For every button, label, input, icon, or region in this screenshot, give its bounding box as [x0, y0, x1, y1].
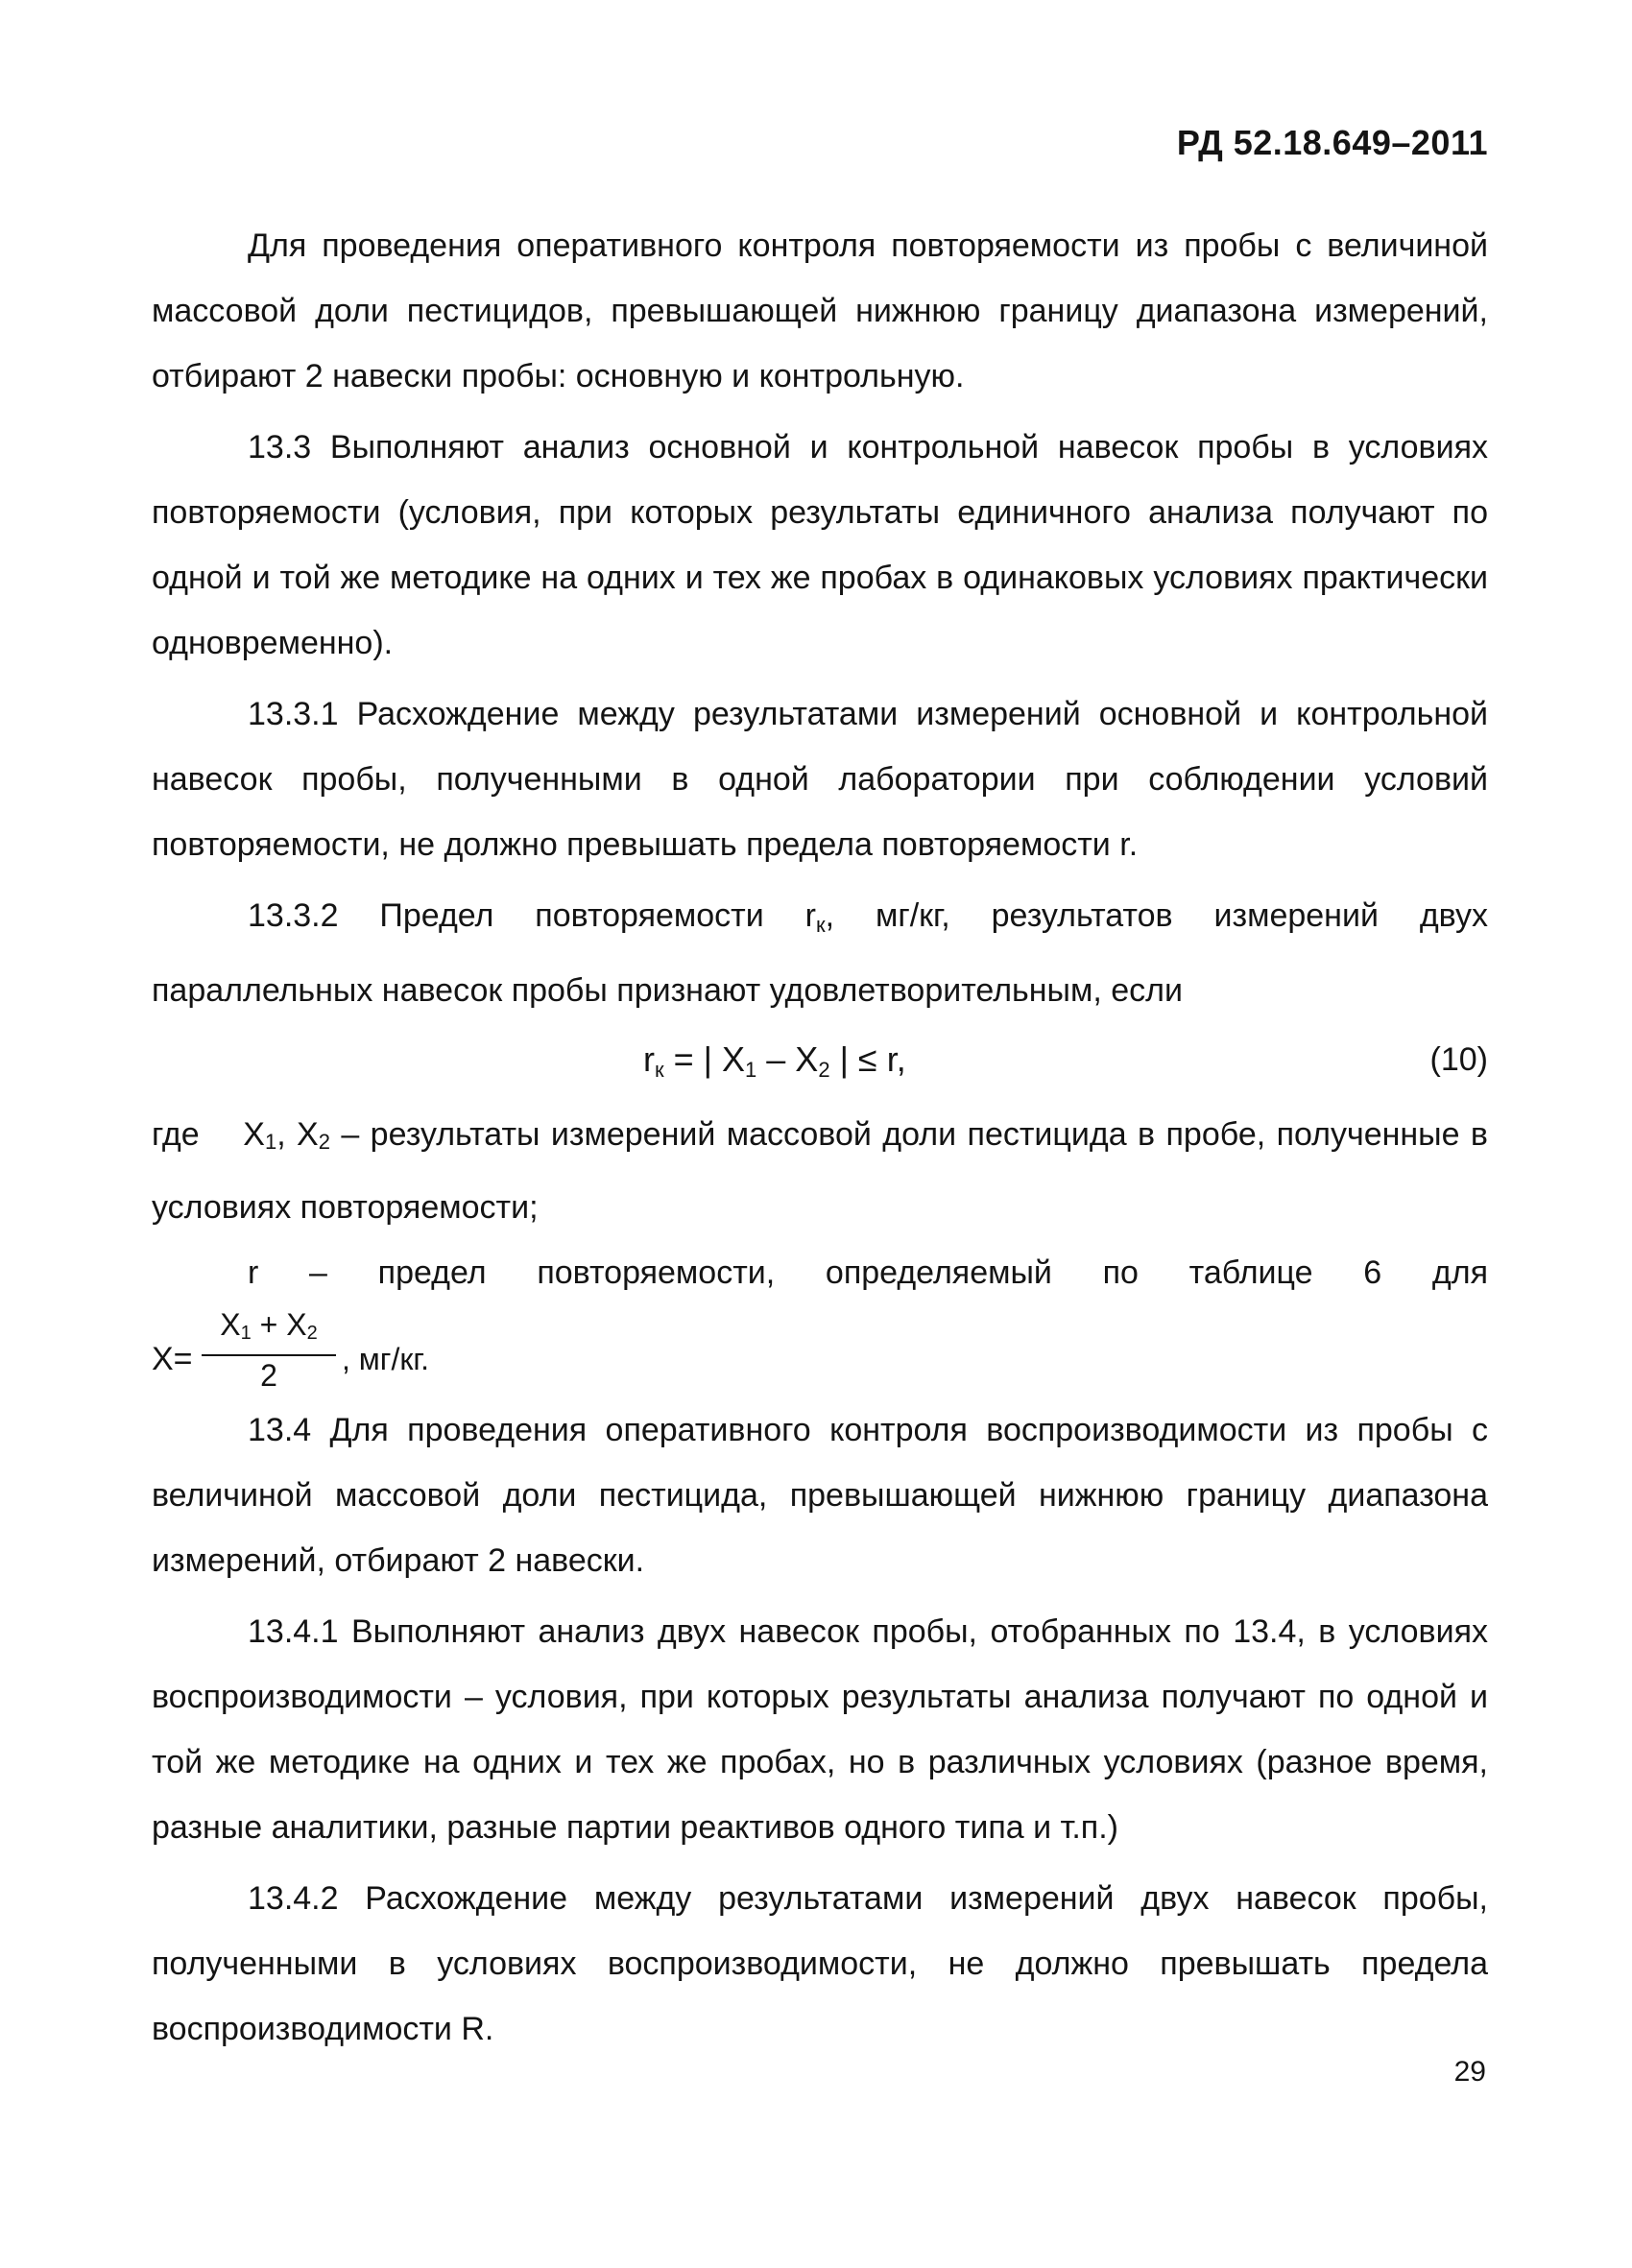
page-body — [152, 213, 1488, 2062]
x-mean-formula — [152, 1305, 1488, 1397]
formula-r-subscript: к — [655, 1058, 664, 1082]
formula-x1-subscript: 1 — [745, 1058, 757, 1082]
paragraph-13-3-2 — [152, 883, 1488, 1023]
paragraph-13-3-2-subscript: к — [815, 913, 826, 937]
paragraph-13-4: 13.4 Для проведения оперативного контроля воспроизводимости из пробы с величиной массовой доли пестицида, превышающей нижнюю границу диапазона измерений, отбирают 2 навески. — [152, 1412, 1488, 1579]
numerator-x1: X — [220, 1307, 241, 1342]
paragraph-13-3-2-text-a: 13.3.2 Предел повторяемости r — [248, 897, 816, 934]
formula-10 — [643, 1027, 906, 1103]
paragraph-13-4-1: 13.4.1 Выполняют анализ двух навесок пробы, отобранных по 13.4, в условиях воспроизводимости – условия, при которых результаты анализа получают по одной и той же методике на одних и тех же пробах, но в различных условиях (разное время, разные аналитики, разные партии реактивов одного типа и т.п.) — [152, 1613, 1488, 1846]
numerator-plus-x2: + X — [251, 1307, 307, 1342]
formula-minus: – X — [756, 1039, 819, 1079]
numerator-x1-subscript: 1 — [240, 1323, 252, 1344]
paragraph-intro: Для проведения оперативного контроля повторяемости из пробы с величиной массовой доли пестицидов, превышающей нижнюю границу диапазона измерений, отбирают 2 навески пробы: основную и контрольную. — [152, 227, 1488, 394]
document-code: РД 52.18.649–2011 — [1176, 123, 1488, 162]
definition-x2-subscript: 2 — [318, 1130, 330, 1154]
fraction-denominator: 2 — [260, 1358, 277, 1393]
definition-x1-subscript: 1 — [264, 1130, 277, 1154]
definition-x1: X — [243, 1116, 265, 1153]
formula-tail: | ≤ r, — [829, 1039, 906, 1079]
equation-number: (10) — [1429, 1041, 1488, 1078]
x-mean-fraction — [202, 1305, 336, 1395]
definition-x — [152, 1102, 1488, 1240]
formula-10-line — [152, 1023, 1488, 1102]
formula-abs-open: = | X — [663, 1039, 746, 1079]
paragraph-13-3-1: 13.3.1 Расхождение между результатами измерений основной и контрольной навесок пробы, полученными в одной лаборатории при соблюдении условий повторяемости, не должно превышать предела повторяемости r. — [152, 696, 1488, 863]
x-mean-unit: , мг/кг. — [342, 1342, 429, 1376]
paragraph-13-3: 13.3 Выполняют анализ основной и контрольной навесок пробы в условиях повторяемости (условия, при которых результаты единичного анализа получают по одной и той же методике на одних и тех же пробах в одинаковых условиях практически одновременно). — [152, 429, 1488, 661]
formula-r: r — [643, 1039, 655, 1079]
paragraph-13-4-2: 13.4.2 Расхождение между результатами измерений двух навесок пробы, полученными в условиях воспроизводимости, не должно превышать предела воспроизводимости R. — [152, 1880, 1488, 2047]
x-mean-lhs: X= — [152, 1341, 193, 1377]
numerator-x2-subscript: 2 — [306, 1323, 318, 1344]
page-number: 29 — [1453, 2056, 1486, 2088]
definition-where: где — [152, 1116, 200, 1153]
fraction-numerator — [202, 1305, 336, 1356]
paragraph-13-3-2-text-b: , мг/кг, результатов измерений двух параллельных навесок пробы признают удовлетворительным, если — [152, 897, 1488, 1009]
definition-r: r – предел повторяемости, определяемый по таблице 6 для — [248, 1254, 1488, 1291]
definition-x2: , X — [276, 1116, 319, 1153]
definition-x-text: – результаты измерений массовой доли пестицида в пробе, полученные в условиях повторяемости; — [152, 1116, 1488, 1226]
formula-x2-subscript: 2 — [818, 1058, 830, 1082]
